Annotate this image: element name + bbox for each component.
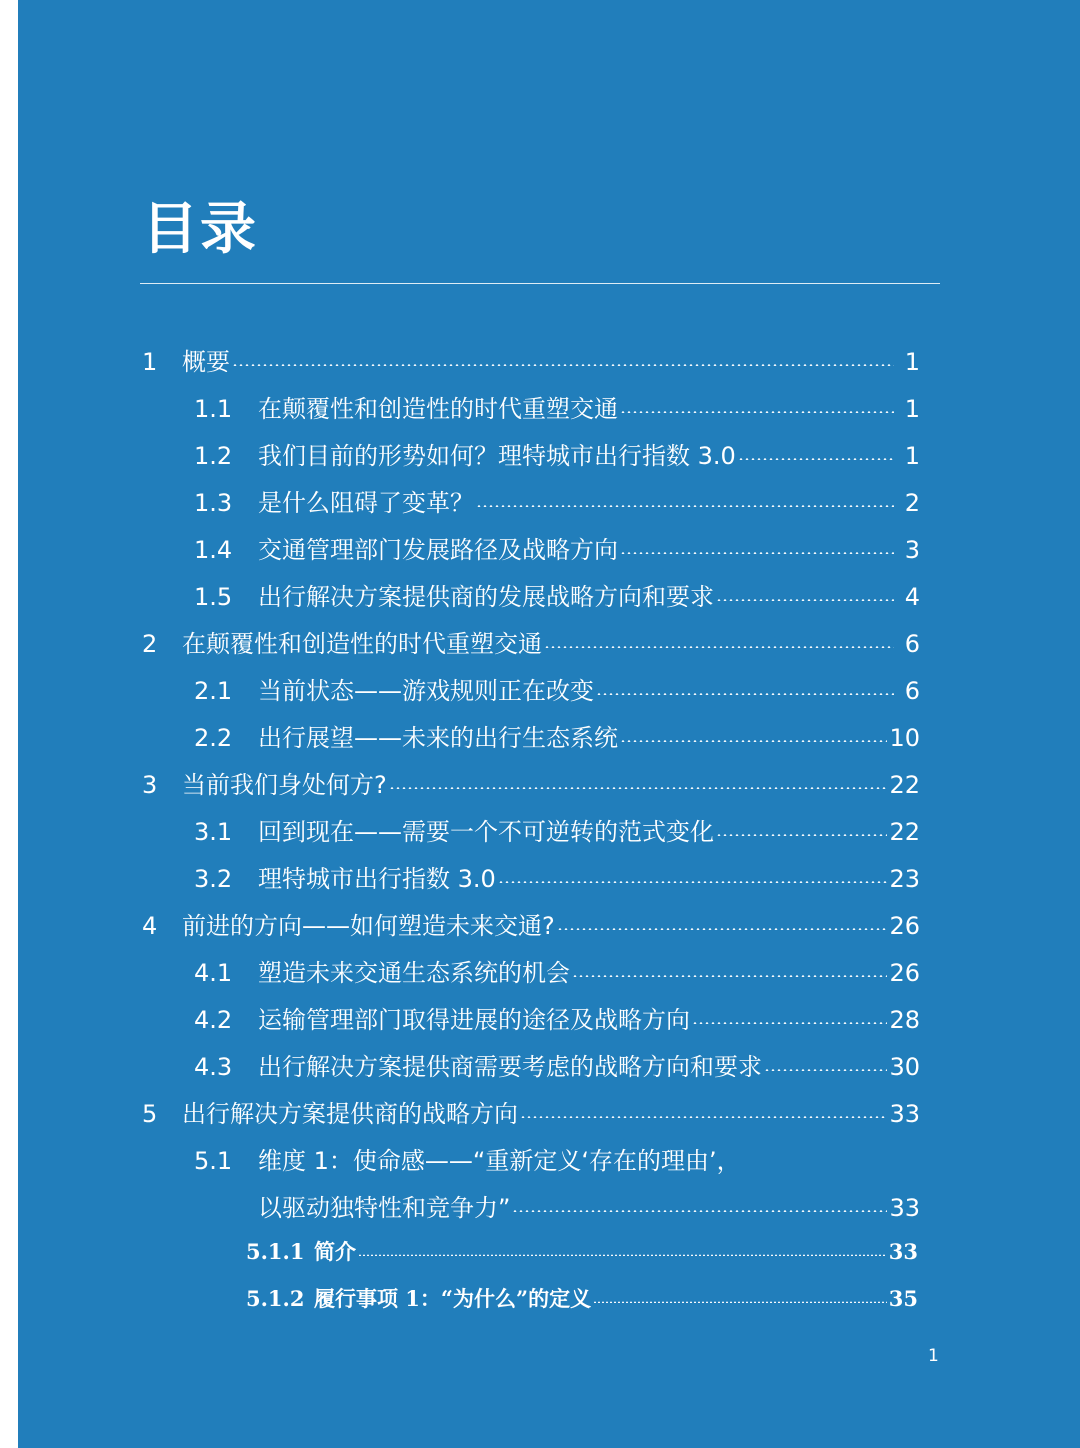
toc-entry-title: 运输管理部门取得进展的途径及战略方向 — [258, 1006, 690, 1034]
dot-leader — [572, 975, 887, 977]
toc-entry-title: 在颠覆性和创造性的时代重塑交通 — [182, 630, 542, 658]
toc-entry-number: 5 — [142, 1100, 158, 1128]
toc-entry-page: 10 — [889, 724, 920, 752]
toc-entry-5-1-2[interactable] — [18, 1277, 1080, 1321]
toc-entry-title: 出行解决方案提供商需要考虑的战略方向和要求 — [258, 1053, 762, 1081]
dot-leader — [358, 1254, 887, 1256]
toc-entry-page: 35 — [888, 1286, 918, 1311]
dot-leader — [620, 552, 894, 554]
toc-entry-5-1-1[interactable] — [18, 1230, 1080, 1274]
toc-entry-2-2[interactable] — [18, 716, 1080, 760]
toc-entry-number: 3 — [142, 771, 158, 799]
toc-entry-number: 1.5 — [194, 583, 233, 611]
title-divider — [140, 283, 940, 284]
dot-leader — [692, 1022, 887, 1024]
toc-entry-number: 4.3 — [194, 1053, 233, 1081]
toc-entry-number: 2 — [142, 630, 158, 658]
toc-entry-4[interactable] — [18, 904, 1080, 948]
toc-entry-2[interactable] — [18, 622, 1080, 666]
toc-entry-4-1[interactable] — [18, 951, 1080, 995]
page-number: 1 — [928, 1346, 939, 1366]
dot-leader — [544, 646, 894, 648]
toc-entry-title: 交通管理部门发展路径及战略方向 — [258, 536, 618, 564]
toc-entry-page: 1 — [904, 442, 920, 470]
dot-leader — [596, 693, 894, 695]
toc-entry-3[interactable] — [18, 763, 1080, 807]
toc-entry-page: 23 — [889, 865, 920, 893]
toc-entry-number: 5.1 — [194, 1147, 233, 1175]
toc-entry-title: 当前我们身处何方? — [182, 771, 387, 799]
toc-entry-page: 1 — [904, 348, 920, 376]
toc-entry-5[interactable] — [18, 1092, 1080, 1136]
dot-leader — [389, 787, 888, 789]
dot-leader — [232, 364, 894, 366]
toc-entry-title: 前进的方向——如何塑造未来交通? — [182, 912, 555, 940]
toc-entry-page: 6 — [904, 677, 920, 705]
toc-entry-4-3[interactable] — [18, 1045, 1080, 1089]
toc-entry-page: 4 — [904, 583, 920, 611]
toc-entry-title: 出行解决方案提供商的发展战略方向和要求 — [258, 583, 714, 611]
dot-leader — [764, 1069, 887, 1071]
toc-entry-number: 2.1 — [194, 677, 233, 705]
toc-entry-page: 28 — [889, 1006, 920, 1034]
toc-entry-number: 2.2 — [194, 724, 233, 752]
toc-entry-number: 1.4 — [194, 536, 233, 564]
toc-entry-1-1[interactable] — [18, 387, 1080, 431]
toc-entry-title: 出行解决方案提供商的战略方向 — [182, 1100, 518, 1128]
dot-leader — [716, 599, 894, 601]
toc-entry-page: 3 — [904, 536, 920, 564]
dot-leader — [498, 881, 888, 883]
dot-leader — [620, 740, 887, 742]
toc-entry-number: 1.1 — [194, 395, 233, 423]
toc-entry-number: 4 — [142, 912, 158, 940]
toc-entry-title: 当前状态——游戏规则正在改变 — [258, 677, 594, 705]
page-title: 目录 — [142, 197, 258, 262]
toc-entry-page: 22 — [889, 771, 920, 799]
toc-entry-page: 30 — [889, 1053, 920, 1081]
toc-entry-1-5[interactable] — [18, 575, 1080, 619]
toc-entry-title: 在颠覆性和创造性的时代重塑交通 — [258, 395, 618, 423]
toc-entry-number: 1.3 — [194, 489, 233, 517]
dot-leader — [520, 1116, 887, 1118]
toc-entry-page: 33 — [888, 1239, 918, 1264]
toc-entry-title: 是什么阻碍了变革？ — [258, 489, 474, 517]
toc-entry-page: 33 — [889, 1100, 920, 1128]
toc-entry-1-3[interactable] — [18, 481, 1080, 525]
toc-entry-number: 5.1.2 — [246, 1286, 305, 1311]
dot-leader — [476, 505, 894, 507]
toc-entry-page: 6 — [904, 630, 920, 658]
toc-page — [18, 0, 1080, 1448]
toc-entry-2-1[interactable] — [18, 669, 1080, 713]
toc-entry-page: 1 — [904, 395, 920, 423]
toc-entry-page: 2 — [904, 489, 920, 517]
toc-entry-title: 概要 — [182, 348, 230, 376]
dot-leader — [512, 1210, 887, 1212]
toc-entry-title: 以驱动独特性和竞争力” — [258, 1194, 511, 1222]
toc-entry-title: 出行展望——未来的出行生态系统 — [258, 724, 618, 752]
toc-entry-title: 回到现在——需要一个不可逆转的范式变化 — [258, 818, 714, 846]
toc-entry-page: 26 — [889, 912, 920, 940]
toc-entry-number: 4.1 — [194, 959, 233, 987]
toc-entry-number: 1 — [142, 348, 158, 376]
toc-entry-title: 简介 — [314, 1239, 356, 1264]
toc-entry-title: 塑造未来交通生态系统的机会 — [258, 959, 570, 987]
toc-entry-title: 理特城市出行指数 3.0 — [258, 865, 496, 893]
toc-entry-title: 我们目前的形势如何？理特城市出行指数 3.0 — [258, 442, 736, 470]
toc-entry-3-1[interactable] — [18, 810, 1080, 854]
toc-entry-number: 3.1 — [194, 818, 233, 846]
dot-leader — [593, 1301, 887, 1303]
toc-entry-number: 5.1.1 — [246, 1239, 305, 1264]
dot-leader — [557, 928, 888, 930]
toc-entry-title: 维度 1：使命感——“重新定义‘存在的理由’， — [258, 1147, 741, 1175]
toc-entry-5-1[interactable] — [18, 1139, 1080, 1183]
dot-leader — [620, 411, 894, 413]
toc-entry-1-2[interactable] — [18, 434, 1080, 478]
dot-leader — [716, 834, 887, 836]
toc-entry-number: 3.2 — [194, 865, 233, 893]
toc-entry-number: 1.2 — [194, 442, 233, 470]
toc-entry-title: 履行事项 1：“为什么”的定义 — [314, 1286, 592, 1311]
dot-leader — [738, 458, 894, 460]
toc-entry-page: 22 — [889, 818, 920, 846]
toc-entry-page: 33 — [889, 1194, 920, 1222]
toc-entry-number: 4.2 — [194, 1006, 233, 1034]
toc-entry-1[interactable] — [18, 340, 1080, 384]
toc-entry-1-4[interactable] — [18, 528, 1080, 572]
toc-entry-4-2[interactable] — [18, 998, 1080, 1042]
toc-entry-3-2[interactable] — [18, 857, 1080, 901]
toc-entry-page: 26 — [889, 959, 920, 987]
toc-entry-5-1-continued[interactable] — [18, 1186, 1080, 1230]
